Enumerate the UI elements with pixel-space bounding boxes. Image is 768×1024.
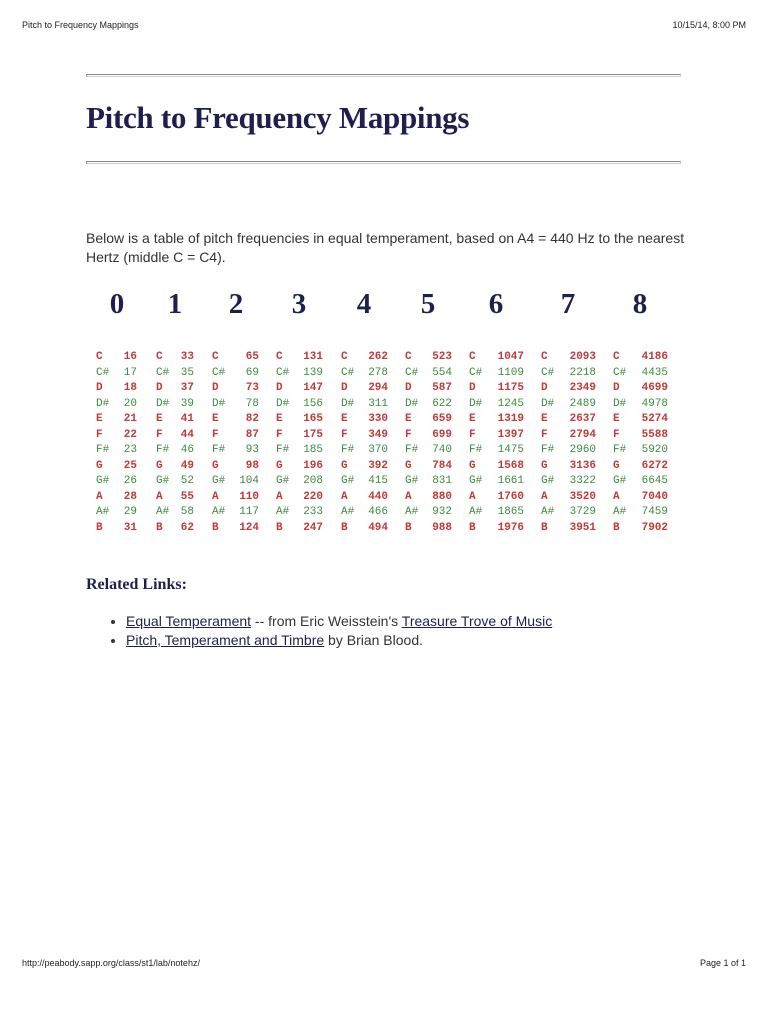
frequency-value: 62	[180, 521, 194, 534]
frequency-value: 831	[432, 475, 452, 487]
note-name: A#	[469, 506, 483, 518]
frequency-value: 25	[123, 459, 137, 472]
note-name: E	[212, 413, 219, 425]
frequency-value: 2794	[569, 428, 596, 441]
frequency-value: 110	[239, 490, 259, 503]
note-name: F	[341, 428, 348, 441]
note-name: D	[276, 382, 283, 394]
frequency-value: 1245	[497, 397, 524, 410]
print-header-datetime: 10/15/14, 8:00 PM	[672, 20, 746, 30]
frequency-value: 784	[432, 459, 452, 472]
frequency-value: 2637	[569, 413, 596, 425]
frequency-value: 3136	[569, 459, 596, 472]
frequency-value: 1976	[497, 521, 524, 534]
octave-number-6: 6	[488, 288, 504, 320]
frequency-value: 294	[368, 382, 388, 394]
frequency-value: 22	[123, 428, 137, 441]
octave-number-3: 3	[291, 288, 307, 320]
frequency-value: 4978	[641, 397, 668, 410]
frequency-value: 7902	[641, 521, 668, 534]
frequency-value: 78	[245, 397, 259, 410]
frequency-value: 554	[432, 366, 452, 379]
frequency-value: 6272	[641, 459, 668, 472]
frequency-value: 4699	[641, 382, 668, 394]
frequency-value: 73	[245, 382, 259, 394]
note-name: A	[613, 490, 620, 503]
note-name: F	[613, 428, 620, 441]
frequency-value: 55	[180, 490, 194, 503]
note-name: F#	[613, 444, 627, 456]
print-footer-page: Page 1 of 1	[699, 958, 746, 968]
note-name: B	[469, 521, 476, 534]
frequency-value: 220	[303, 490, 323, 503]
frequency-value: 392	[368, 459, 388, 472]
note-name: B	[212, 521, 219, 534]
note-name: D	[341, 382, 348, 394]
note-name: E	[541, 413, 548, 425]
note-name: F	[541, 428, 548, 441]
frequency-value: 4186	[641, 351, 668, 363]
frequency-value: 988	[432, 521, 452, 534]
frequency-value: 1568	[497, 459, 524, 472]
frequency-value: 41	[180, 413, 194, 425]
note-name: D	[613, 382, 620, 394]
note-name: F	[156, 428, 163, 441]
related-link-text: -- from Eric Weisstein's	[251, 613, 402, 629]
frequency-value: 7040	[641, 490, 668, 503]
note-name: C#	[469, 366, 483, 379]
frequency-value: 139	[303, 366, 323, 379]
frequency-value: 82	[245, 413, 259, 425]
note-name: B	[613, 521, 620, 534]
note-name: G	[469, 459, 476, 472]
frequency-value: 93	[245, 444, 259, 456]
octave-header-row	[86, 288, 686, 328]
frequency-value: 5588	[641, 428, 668, 441]
note-name: A#	[341, 506, 355, 518]
frequency-value: 18	[123, 382, 137, 394]
note-name: F	[405, 428, 412, 441]
frequency-value: 185	[303, 444, 323, 456]
frequency-value: 98	[245, 459, 259, 472]
frequency-value: 1319	[497, 413, 524, 425]
note-name: B	[96, 521, 103, 534]
frequency-value: 740	[432, 444, 452, 456]
note-name: G	[96, 459, 103, 472]
note-name: A#	[541, 506, 555, 518]
top-rule	[86, 74, 681, 77]
frequency-value: 1047	[497, 351, 524, 363]
frequency-value: 349	[368, 428, 388, 441]
frequency-value: 523	[432, 351, 452, 363]
frequency-value: 3322	[569, 475, 596, 487]
frequency-value: 20	[123, 397, 137, 410]
note-name: D	[469, 382, 476, 394]
frequency-value: 3520	[569, 490, 596, 503]
frequency-value: 28	[123, 490, 137, 503]
note-name: C	[96, 351, 103, 363]
note-name: E	[613, 413, 620, 425]
note-name: F#	[276, 444, 290, 456]
frequency-value: 147	[303, 382, 323, 394]
frequency-value: 39	[180, 397, 194, 410]
frequency-value: 1109	[497, 366, 524, 379]
note-name: E	[96, 413, 103, 425]
frequency-value: 29	[123, 506, 137, 518]
frequency-value: 58	[180, 506, 194, 518]
note-name: G	[541, 459, 548, 472]
note-name: A	[96, 490, 103, 503]
note-name: D#	[469, 397, 483, 410]
note-name: A#	[276, 506, 290, 518]
note-name: D#	[341, 397, 355, 410]
treasure-trove-link[interactable]: Treasure Trove of Music	[401, 613, 553, 629]
frequency-value: 65	[245, 351, 259, 363]
frequency-value: 494	[368, 521, 388, 534]
frequency-value: 2093	[569, 351, 596, 363]
note-name: A	[541, 490, 548, 503]
frequency-value: 262	[368, 351, 388, 363]
frequency-value: 165	[303, 413, 323, 425]
pitch-frequency-table	[0, 350, 768, 540]
note-name: F	[276, 428, 283, 441]
frequency-value: 1397	[497, 428, 524, 441]
note-name: C#	[613, 366, 627, 379]
equal-temperament-link[interactable]: Equal Temperament	[126, 613, 252, 629]
frequency-value: 31	[123, 521, 137, 534]
note-name: D#	[613, 397, 627, 410]
note-name: G	[156, 459, 163, 472]
note-name: D#	[541, 397, 555, 410]
note-name: A	[276, 490, 283, 503]
note-name: G#	[613, 475, 627, 487]
note-name: G#	[276, 475, 290, 487]
related-links-list	[106, 612, 686, 650]
frequency-value: 3951	[569, 521, 596, 534]
octave-number-4: 4	[356, 288, 372, 320]
frequency-value: 46	[180, 444, 194, 456]
note-name: F	[469, 428, 476, 441]
frequency-value: 278	[368, 366, 388, 379]
frequency-value: 131	[303, 351, 323, 363]
note-name: C	[156, 351, 163, 363]
frequency-value: 49	[180, 459, 194, 472]
note-name: E	[276, 413, 283, 425]
frequency-value: 233	[303, 506, 323, 518]
note-name: G	[276, 459, 283, 472]
frequency-value: 6645	[641, 475, 668, 487]
note-name: F#	[341, 444, 355, 456]
note-name: A#	[613, 506, 627, 518]
note-name: A	[469, 490, 476, 503]
frequency-value: 330	[368, 413, 388, 425]
note-name: B	[405, 521, 412, 534]
frequency-value: 4435	[641, 366, 668, 379]
note-name: C	[341, 351, 348, 363]
note-name: D	[156, 382, 163, 394]
note-name: G#	[96, 475, 110, 487]
intro-paragraph: Below is a table of pitch frequencies in equal temperament, based on A4 = 440 Hz to the nearest Hertz (middle C = C4).	[86, 230, 685, 265]
frequency-value: 104	[239, 475, 259, 487]
related-link-item	[126, 631, 686, 650]
note-name: F#	[405, 444, 419, 456]
note-name: G#	[541, 475, 555, 487]
note-name: C	[405, 351, 412, 363]
frequency-value: 699	[432, 428, 452, 441]
frequency-value: 117	[239, 506, 259, 518]
note-name: E	[469, 413, 476, 425]
note-name: D	[96, 382, 103, 394]
frequency-value: 5920	[641, 444, 668, 456]
print-footer-url: http://peabody.sapp.org/class/st1/lab/notehz/	[22, 958, 200, 968]
frequency-value: 35	[180, 366, 194, 379]
note-name: G	[341, 459, 348, 472]
note-name: B	[156, 521, 163, 534]
note-name: E	[405, 413, 412, 425]
frequency-value: 175	[303, 428, 323, 441]
note-name: G#	[156, 475, 170, 487]
note-name: G	[212, 459, 219, 472]
note-name: D	[212, 382, 219, 394]
note-name: D	[541, 382, 548, 394]
frequency-value: 415	[368, 475, 388, 487]
note-name: C	[469, 351, 476, 363]
frequency-value: 3729	[569, 506, 596, 518]
frequency-value: 69	[245, 366, 259, 379]
note-name: C	[613, 351, 620, 363]
frequency-value: 23	[123, 444, 137, 456]
note-name: A	[212, 490, 219, 503]
note-name: B	[276, 521, 283, 534]
frequency-value: 659	[432, 413, 452, 425]
note-name: C	[212, 351, 219, 363]
pitch-temperament-timbre-link[interactable]: Pitch, Temperament and Timbre	[126, 632, 325, 648]
frequency-value: 370	[368, 444, 388, 456]
frequency-value: 880	[432, 490, 452, 503]
frequency-value: 587	[432, 382, 452, 394]
note-name: B	[341, 521, 348, 534]
note-name: C#	[341, 366, 355, 379]
frequency-value: 37	[180, 382, 194, 394]
note-name: C#	[405, 366, 419, 379]
note-name: F	[96, 428, 103, 441]
frequency-value: 247	[303, 521, 323, 534]
frequency-value: 5274	[641, 413, 668, 425]
octave-number-1: 1	[167, 288, 183, 320]
octave-number-7: 7	[560, 288, 576, 320]
page-title: Pitch to Frequency Mappings	[86, 100, 470, 135]
frequency-value: 87	[245, 428, 259, 441]
frequency-value: 26	[123, 475, 137, 487]
frequency-value: 932	[432, 506, 452, 518]
frequency-value: 196	[303, 459, 323, 472]
frequency-value: 466	[368, 506, 388, 518]
note-name: B	[541, 521, 548, 534]
note-name: G	[405, 459, 412, 472]
octave-number-5: 5	[420, 288, 436, 320]
frequency-value: 1661	[497, 475, 524, 487]
note-name: F#	[96, 444, 110, 456]
note-name: E	[156, 413, 163, 425]
frequency-value: 16	[123, 351, 137, 363]
frequency-value: 52	[180, 475, 194, 487]
note-name: A#	[96, 506, 110, 518]
note-name: D	[405, 382, 412, 394]
note-name: C#	[96, 366, 110, 379]
note-name: G#	[469, 475, 483, 487]
note-name: A#	[156, 506, 170, 518]
note-name: F#	[156, 444, 170, 456]
note-name: G	[613, 459, 620, 472]
note-name: G#	[405, 475, 419, 487]
title-rule	[86, 161, 681, 164]
frequency-value: 156	[303, 397, 323, 410]
frequency-value: 2960	[569, 444, 596, 456]
note-name: G#	[341, 475, 355, 487]
frequency-value: 208	[303, 475, 323, 487]
octave-number-0: 0	[109, 288, 125, 320]
frequency-value: 622	[432, 397, 452, 410]
related-link-item	[126, 612, 686, 631]
note-name: A#	[212, 506, 226, 518]
frequency-value: 44	[180, 428, 194, 441]
note-name: C#	[276, 366, 290, 379]
related-links-heading: Related Links:	[86, 576, 187, 593]
frequency-value: 1475	[497, 444, 524, 456]
note-name: C	[541, 351, 548, 363]
note-name: A	[156, 490, 163, 503]
note-name: E	[341, 413, 348, 425]
print-header-title: Pitch to Frequency Mappings	[22, 20, 139, 30]
note-name: D#	[156, 397, 170, 410]
note-name: F	[212, 428, 219, 441]
note-name: C	[276, 351, 283, 363]
note-name: F#	[541, 444, 555, 456]
note-name: D#	[96, 397, 110, 410]
note-name: D#	[276, 397, 290, 410]
print-header	[22, 20, 746, 34]
note-name: G#	[212, 475, 226, 487]
frequency-value: 311	[368, 397, 388, 410]
frequency-value: 1865	[497, 506, 524, 518]
note-name: A#	[405, 506, 419, 518]
note-name: D#	[212, 397, 226, 410]
frequency-value: 2489	[569, 397, 596, 410]
frequency-value: 440	[368, 490, 388, 503]
related-link-text: by Brian Blood.	[324, 632, 424, 648]
frequency-value: 2218	[569, 366, 596, 379]
print-footer	[22, 958, 746, 972]
note-name: C#	[541, 366, 555, 379]
frequency-value: 33	[180, 351, 194, 363]
note-name: F#	[212, 444, 226, 456]
note-name: C#	[156, 366, 170, 379]
note-name: D#	[405, 397, 419, 410]
frequency-value: 21	[123, 413, 137, 425]
note-name: C#	[212, 366, 226, 379]
frequency-value: 124	[239, 521, 259, 534]
note-name: A	[341, 490, 348, 503]
frequency-value: 1760	[497, 490, 524, 503]
frequency-value: 1175	[497, 382, 524, 394]
frequency-value: 17	[123, 366, 137, 379]
frequency-value: 7459	[641, 506, 668, 518]
octave-number-8: 8	[632, 288, 648, 320]
note-name: F#	[469, 444, 483, 456]
note-name: A	[405, 490, 412, 503]
frequency-value: 2349	[569, 382, 596, 394]
octave-number-2: 2	[228, 288, 244, 320]
